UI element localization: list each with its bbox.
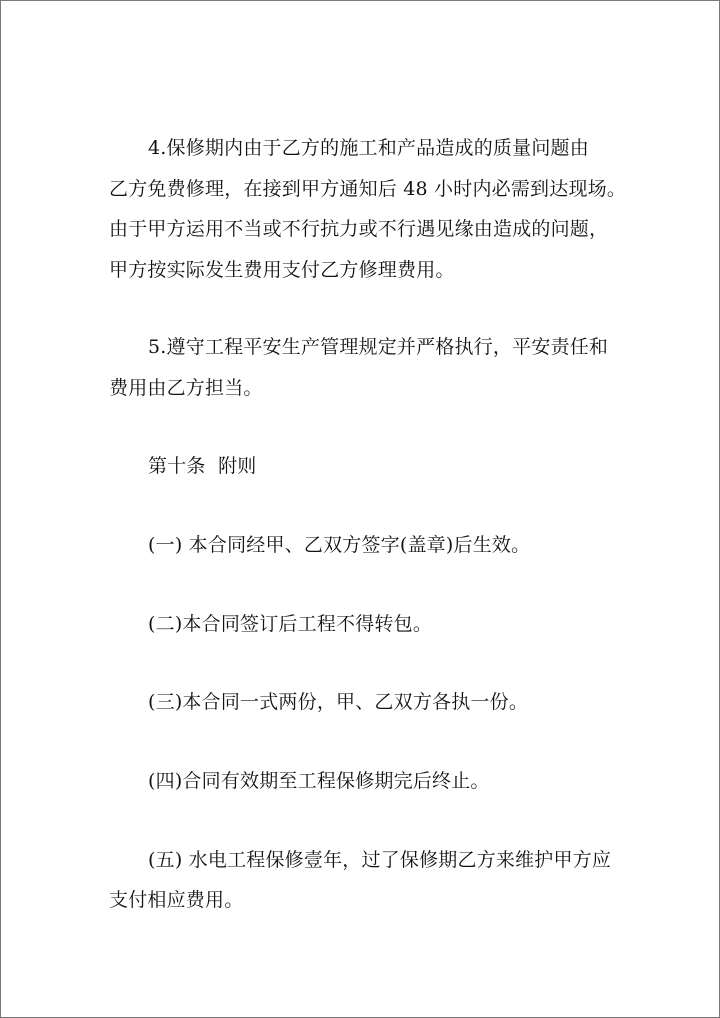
text-line: 5.遵守工程平安生产管理规定并严格执行，平安责任和 xyxy=(148,335,609,358)
text-line: 由于甲方运用不当或不行抗力或不行遇见缘由造成的问题， xyxy=(109,218,609,241)
text-line: (二)本合同签订后工程不得转包。 xyxy=(148,612,433,635)
clause-item xyxy=(109,840,619,921)
text-line: 第十条 附则 xyxy=(148,455,257,478)
clause-item xyxy=(109,682,619,723)
text-line: (五) 水电工程保修壹年，过了保修期乙方来维护甲方应 xyxy=(148,848,612,871)
text-line: (一) 本合同经甲、乙双方签字(盖章)后生效。 xyxy=(148,533,531,556)
paragraph-safety xyxy=(109,327,619,408)
text-line: 4.保修期内由于乙方的施工和产品造成的质量问题由 xyxy=(148,137,589,159)
clause-item xyxy=(109,761,619,802)
clause-item xyxy=(109,604,619,645)
text-line: 费用由乙方担当。 xyxy=(109,376,263,399)
text-line: (三)本合同一式两份，甲、乙双方各执一份。 xyxy=(148,691,529,714)
text-line: 甲方按实际发生费用支付乙方修理费用。 xyxy=(109,259,455,282)
text-line: 乙方免费修理，在接到甲方通知后 48 小时内必需到达现场。 xyxy=(109,177,627,200)
article-heading xyxy=(109,446,619,487)
clause-item xyxy=(109,525,619,566)
paragraph-warranty xyxy=(109,128,627,291)
text-line: 支付相应费用。 xyxy=(109,889,244,912)
document-body xyxy=(109,128,627,921)
text-line: (四)合同有效期至工程保修期完后终止。 xyxy=(148,770,490,793)
